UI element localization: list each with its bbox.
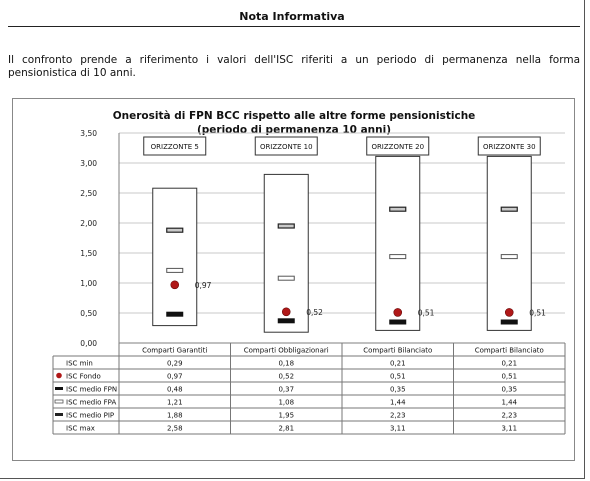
horizon-label: ORIZZONTE 30 — [482, 143, 536, 151]
table-cell-value: 0,48 — [166, 385, 183, 394]
isc-fondo-data-label: 0,97 — [194, 280, 212, 290]
isc-fondo-data-label: 0,51 — [529, 308, 546, 318]
legend-fpa-symbol — [55, 400, 63, 403]
y-tick-label: 1,00 — [80, 279, 97, 288]
series-name: ISC medio FPN — [66, 385, 118, 394]
series-name: ISC max — [66, 424, 95, 433]
isc-medio-pip-mark — [278, 224, 294, 228]
table-cell-value: 0,37 — [278, 385, 295, 394]
isc-medio-fpa-mark — [390, 255, 406, 259]
table-cell-value: 0,35 — [501, 385, 518, 394]
legend-fondo-symbol — [56, 373, 62, 379]
x-category-label: Comparti Bilanciato — [363, 346, 433, 355]
range-box — [153, 188, 197, 325]
series-name: ISC medio PIP — [66, 411, 115, 420]
table-cell-value: 1,21 — [166, 398, 183, 407]
isc-medio-fpn-mark — [501, 320, 517, 324]
y-tick-label: 0,50 — [80, 309, 97, 318]
y-tick-label: 2,50 — [80, 189, 97, 198]
isc-fondo-point — [282, 308, 290, 316]
isc-medio-fpa-mark — [501, 255, 517, 259]
legend-pip-symbol — [55, 413, 63, 416]
isc-medio-pip-mark — [167, 228, 183, 232]
chart-svg — [13, 99, 574, 460]
table-cell-value: 0,35 — [389, 385, 406, 394]
table-cell-value: 2,81 — [278, 424, 295, 433]
isc-medio-fpa-mark — [278, 276, 294, 280]
legend-fpn-symbol — [55, 387, 63, 390]
table-cell-value: 3,11 — [389, 424, 406, 433]
table-cell-value: 2,23 — [501, 411, 518, 420]
isc-fondo-data-label: 0,51 — [417, 308, 435, 318]
y-tick-label: 3,00 — [80, 159, 97, 168]
series-name: ISC min — [66, 359, 93, 368]
isc-fondo-point — [171, 281, 179, 289]
isc-medio-fpa-mark — [167, 268, 183, 272]
isc-medio-pip-mark — [501, 207, 517, 211]
isc-fondo-point — [505, 308, 513, 316]
table-cell-value: 0,51 — [501, 372, 518, 381]
y-tick-label: 3,50 — [80, 129, 97, 138]
table-cell-value: 0,97 — [166, 372, 183, 381]
isc-medio-fpn-mark — [390, 320, 406, 324]
range-box — [376, 156, 420, 330]
x-category-label: Comparti Obbligazionari — [243, 346, 329, 355]
table-cell-value: 0,21 — [389, 359, 406, 368]
table-cell-value: 0,51 — [389, 372, 406, 381]
isc-medio-fpn-mark — [167, 312, 183, 316]
table-cell-value: 0,52 — [278, 372, 295, 381]
title-divider — [8, 26, 580, 27]
isc-medio-pip-mark — [390, 207, 406, 211]
table-cell-value: 3,11 — [501, 424, 518, 433]
chart-figure — [12, 98, 575, 461]
isc-fondo-data-label: 0,52 — [306, 307, 323, 317]
range-box — [487, 156, 531, 330]
table-cell-value: 1,95 — [278, 411, 295, 420]
isc-fondo-point — [394, 308, 402, 316]
table-cell-value: 2,23 — [389, 411, 406, 420]
table-cell-value: 0,29 — [166, 359, 183, 368]
table-cell-value: 1,44 — [389, 398, 406, 407]
horizon-label: ORIZZONTE 5 — [150, 143, 199, 151]
table-cell-value: 1,08 — [278, 398, 295, 407]
table-cell-value: 1,88 — [166, 411, 183, 420]
chart-title-line2: (periodo di permanenza 10 anni) — [196, 124, 392, 136]
table-cell-value: 0,18 — [278, 359, 295, 368]
chart-title-line1: Onerosità di FPN BCC rispetto alle altre forme pensionistiche — [112, 110, 476, 122]
horizon-label: ORIZZONTE 10 — [259, 143, 313, 151]
table-cell-value: 1,44 — [501, 398, 518, 407]
series-name: ISC Fondo — [66, 372, 101, 381]
y-tick-label: 0,00 — [80, 339, 97, 348]
horizon-label: ORIZZONTE 20 — [371, 143, 425, 151]
isc-medio-fpn-mark — [278, 319, 294, 323]
y-tick-label: 1,50 — [80, 249, 97, 258]
x-category-label: Comparti Bilanciato — [474, 346, 544, 355]
y-tick-label: 2,00 — [80, 219, 97, 228]
table-cell-value: 0,21 — [501, 359, 518, 368]
table-cell-value: 2,58 — [166, 424, 183, 433]
intro-paragraph: Il confronto prende a riferimento i valori dell'ISC riferiti a un periodo di permanenza nella forma pensionistica di 10 anni. — [8, 54, 580, 79]
document-title: Nota Informativa — [239, 10, 345, 23]
series-name: ISC medio FPA — [66, 398, 117, 407]
x-category-label: Comparti Garantiti — [142, 346, 208, 355]
